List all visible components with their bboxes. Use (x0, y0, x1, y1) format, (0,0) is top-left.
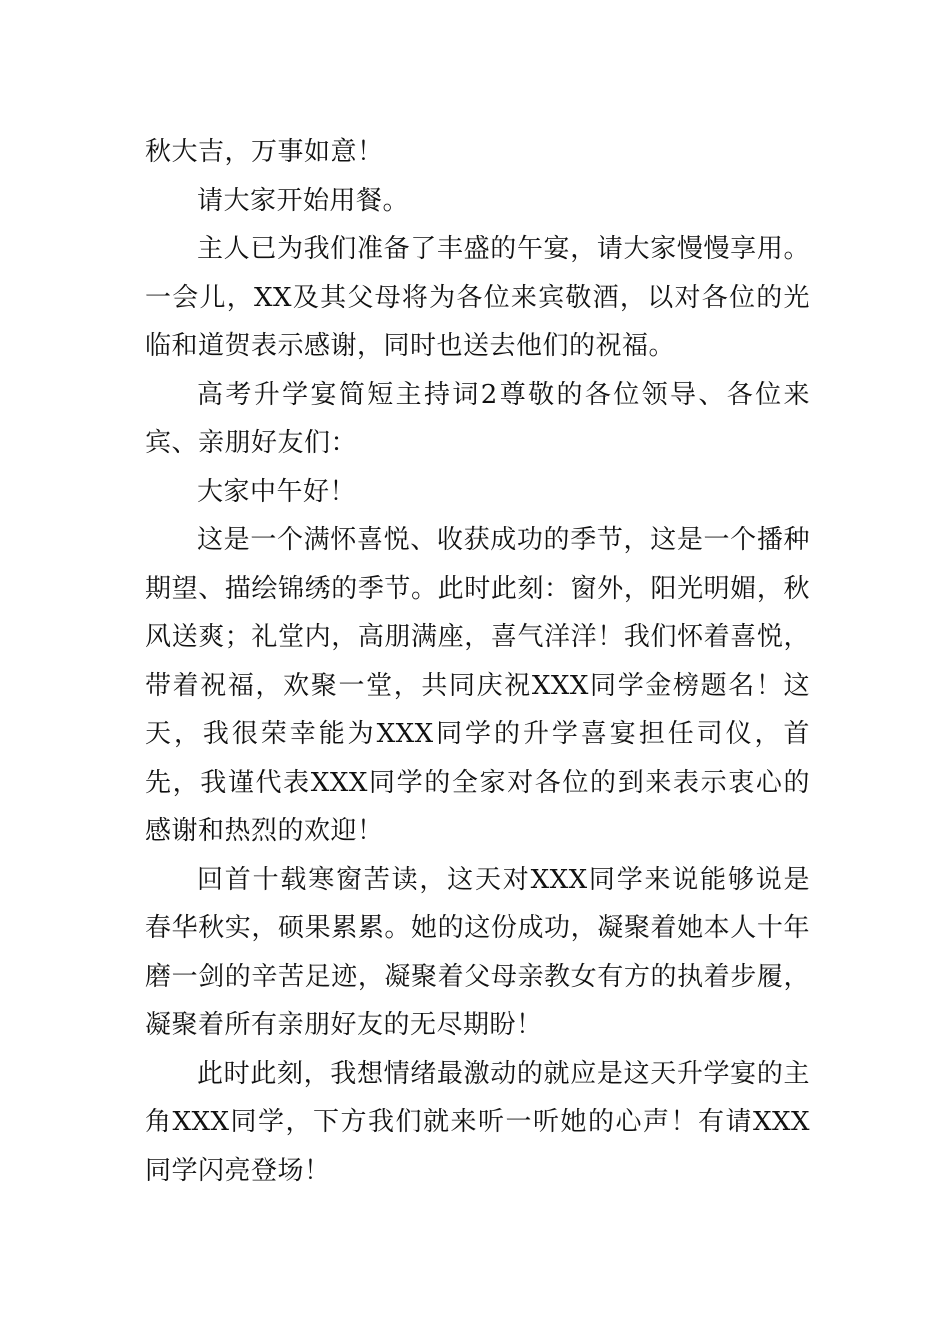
paragraph: 高考升学宴简短主持词2尊敬的各位领导、各位来宾、亲朋好友们： (145, 379, 810, 458)
paragraph: 此时此刻，我想情绪最激动的就应是这天升学宴的主角XXX同学，下方我们就来听一听她的心声！有请XXX同学闪亮登场！ (145, 1058, 810, 1186)
paragraph: 请大家开始用餐。 (197, 185, 410, 216)
paragraph: 秋大吉，万事如意！ (145, 137, 384, 167)
paragraph: 回首十载寒窗苦读，这天对XXX同学来说能够说是春华秋实，硕果累累。她的这份成功，凝聚着她本人十年磨一剑的辛苦足迹，凝聚着父母亲教女有方的执着步履，凝聚着所有亲朋好友的无尽期盼！ (145, 864, 810, 1040)
document-body (145, 128, 810, 1195)
paragraph: 这是一个满怀喜悦、收获成功的季节，这是一个播种期望、描绘锦绣的季节。此时此刻：窗外，阳光明媚，秋风送爽；礼堂内，高朋满座，喜气洋洋！我们怀着喜悦，带着祝福，欢聚一堂，共同庆祝XXX同学金榜题名！这天，我很荣幸能为XXX同学的升学喜宴担任司仪，首先，我谨代表XXX同学的全家对各位的到来表示衷心的感谢和热烈的欢迎！ (145, 525, 810, 846)
paragraph: 大家中午好！ (197, 476, 357, 507)
paragraph: 主人已为我们准备了丰盛的午宴，请大家慢慢享用。一会儿，XX及其父母将为各位来宾敬酒，以对各位的光临和道贺表示感谢，同时也送去他们的祝福。 (145, 234, 810, 361)
